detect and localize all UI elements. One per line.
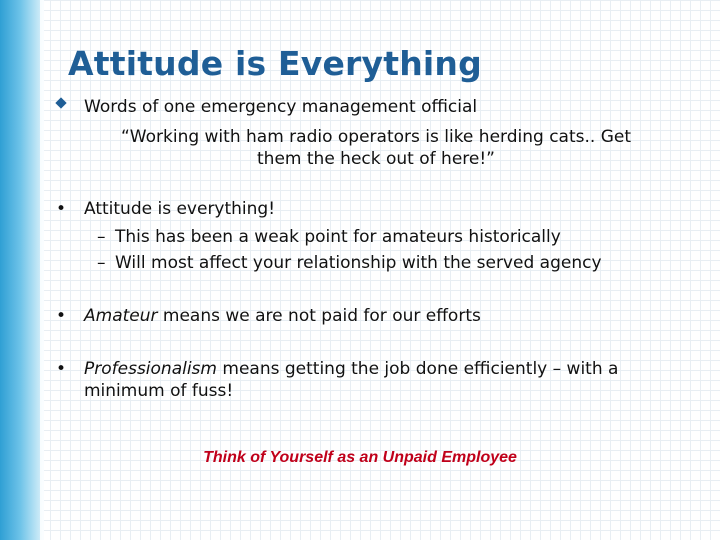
diamond-bullet-icon <box>55 97 66 108</box>
sub-bullet-text: Will most affect your relationship with the served agency <box>115 253 602 273</box>
emphasis-amateur: Amateur <box>84 306 158 326</box>
bullet-dot-icon: • <box>56 359 67 379</box>
sub-bullet-weak-point <box>97 226 561 248</box>
bullet-rest-line2: minimum of fuss! <box>84 381 234 401</box>
footer-callout: Think of Yourself as an Unpaid Employee <box>203 449 517 466</box>
bullet-text <box>84 305 684 327</box>
bullet-text: Attitude is everything! <box>84 199 276 219</box>
bullet-text <box>84 358 684 402</box>
emphasis-professionalism: Professionalism <box>84 359 217 379</box>
intro-text: Words of one emergency management official <box>84 97 478 117</box>
quote-block <box>96 126 656 170</box>
bullet-rest: means getting the job done efficiently – with a <box>216 359 619 379</box>
dash-marker: – <box>97 253 106 273</box>
bullet-dot-icon: • <box>56 306 67 326</box>
sub-bullet-text: This has been a weak point for amateurs historically <box>115 227 561 247</box>
quote-line-2: them the heck out of here!” <box>257 149 495 169</box>
bullet-rest: means we are not paid for our efforts <box>157 306 481 326</box>
slide-title: Attitude is Everything <box>68 44 482 83</box>
bullet-dot-icon: • <box>56 199 67 219</box>
quote-line-1: “Working with ham radio operators is like herding cats.. Get <box>120 127 631 147</box>
sub-bullet-relationship <box>97 252 602 274</box>
dash-marker: – <box>97 227 106 247</box>
